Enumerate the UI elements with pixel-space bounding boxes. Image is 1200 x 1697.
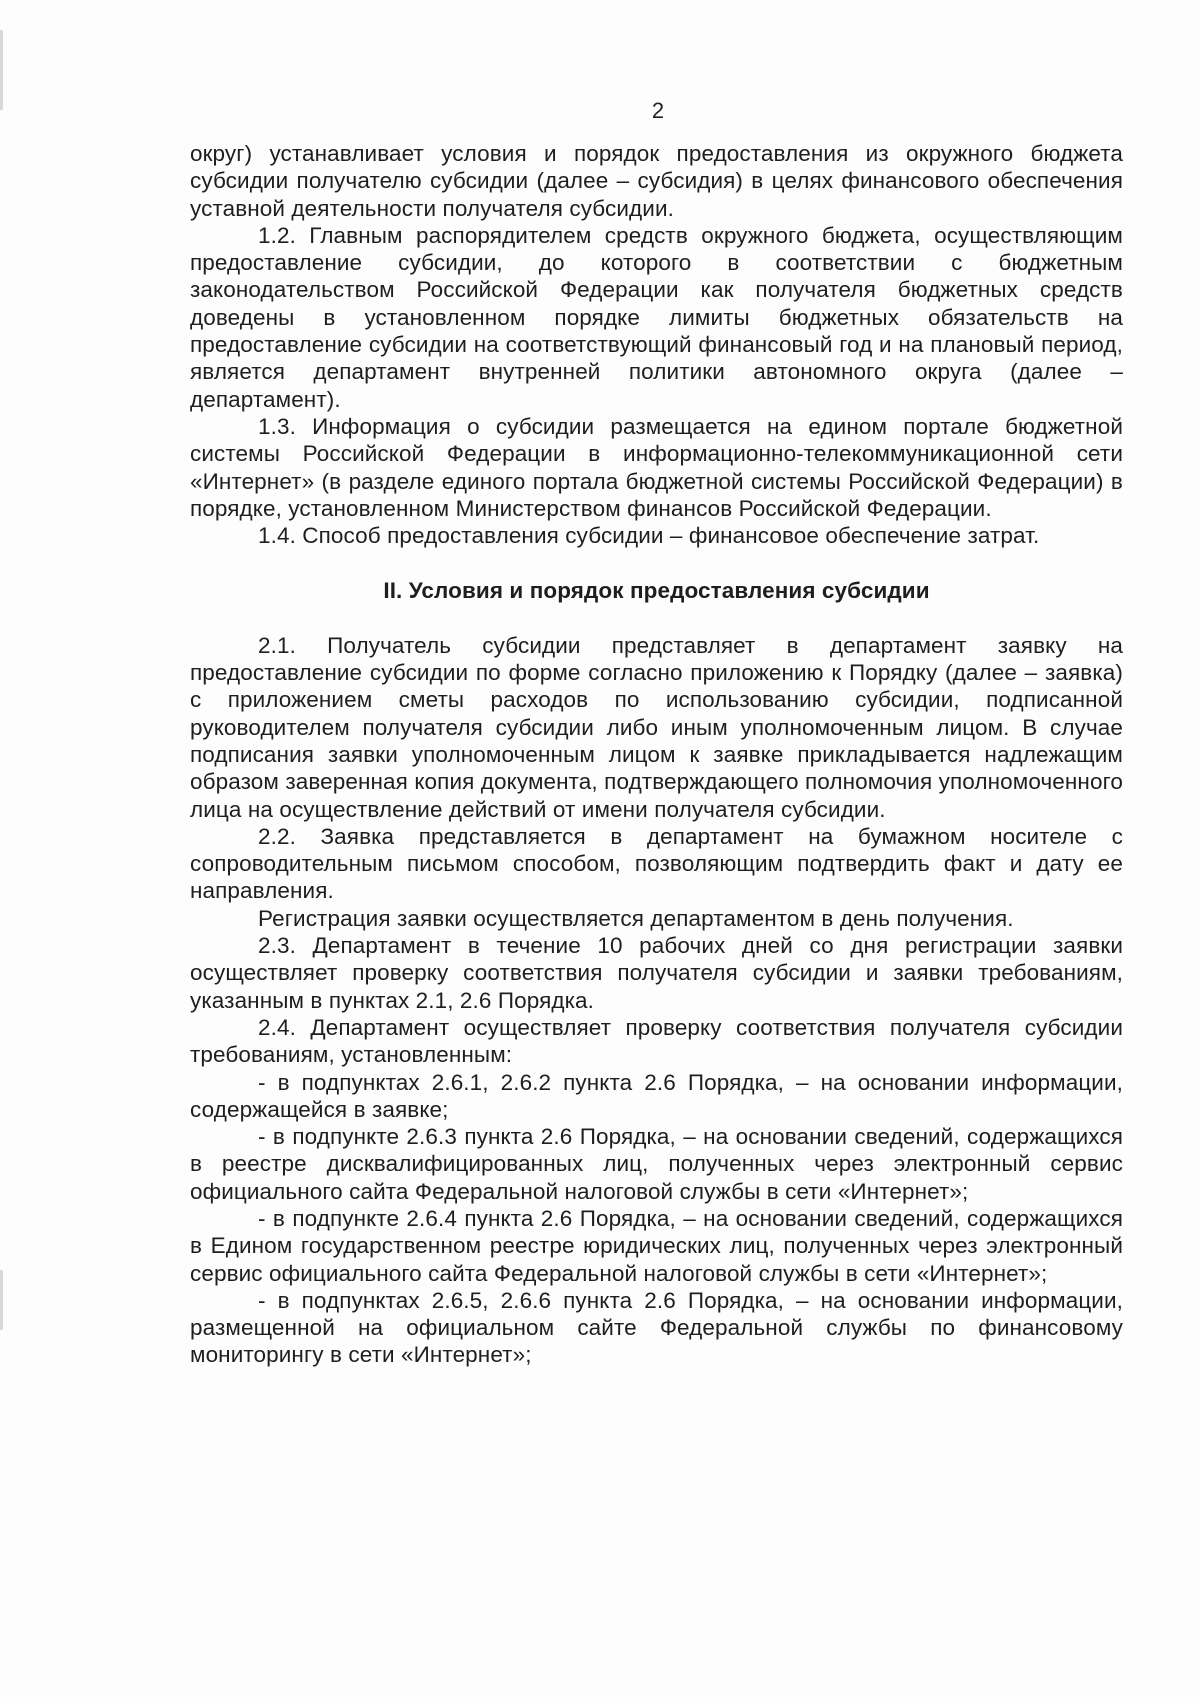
paragraph: Регистрация заявки осуществляется департаментом в день получения. xyxy=(258,905,1014,931)
paragraph: - в подпункте 2.6.4 пункта 2.6 Порядка, – на основании сведений, содержащихся в Едином государственном реестре юридических лиц, полученных через электронный сервис официального сайта Федеральной налоговой службы в сети «Интернет»; xyxy=(190,1205,1123,1286)
section-heading: II. Условия и порядок предоставления субсидии xyxy=(383,578,930,604)
page-number: 2 xyxy=(651,98,665,123)
section-conditions xyxy=(190,632,1123,1369)
paragraph: 1.4. Способ предоставления субсидии – финансовое обеспечение затрат. xyxy=(258,523,1040,549)
paragraph: 2.4. Департамент осуществляет проверку соответствия получателя субсидии требованиям, установленным: xyxy=(190,1014,1123,1068)
intro-section xyxy=(190,140,1123,549)
scan-edge-mark xyxy=(0,1270,3,1330)
paragraph: - в подпунктах 2.6.1, 2.6.2 пункта 2.6 Порядка, – на основании информации, содержащейся в заявке; xyxy=(190,1069,1123,1122)
paragraph: округ) устанавливает условия и порядок предоставления из окружного бюджета субсидии получателю субсидии (далее – субсидия) в целях финансового обеспечения уставной деятельности получателя субсидии. xyxy=(190,141,1123,221)
paragraph: 2.1. Получатель субсидии представляет в департамент заявку на предоставление субсидии по форме согласно приложению к Порядку (далее – заявка) с приложением сметы расходов по использованию субсидии, подписанной руководителем получателя субсидии либо иным уполномоченным лицом. В случае подписания заявки уполномоченным лицом к заявке прикладывается надлежащим образом заверенная копия документа, подтверждающего полномочия уполномоченного лица на осуществление действий от имени получателя субсидии. xyxy=(190,632,1123,822)
document-body xyxy=(190,140,1123,1369)
paragraph: - в подпункте 2.6.3 пункта 2.6 Порядка, – на основании сведений, содержащихся в реестре дисквалифицированных лиц, полученных через электронный сервис официального сайта Федеральной налоговой службы в сети «Интернет»; xyxy=(190,1124,1123,1204)
paragraph: 1.2. Главным распорядителем средств окружного бюджета, осуществляющим предоставление субсидии, до которого в соответствии с бюджетным законодательством Российской Федерации как получателя бюджетных средств доведены в установленном порядке лимиты бюджетных обязательств на предоставление субсидии на соответствующий финансовый год и на плановый период, является департамент внутренней политики автономного округа (далее – департамент). xyxy=(190,222,1123,412)
paragraph: 2.3. Департамент в течение 10 рабочих дней со дня регистрации заявки осуществляет проверку соответствия получателя субсидии и заявки требованиям, указанным в пунктах 2.1, 2.6 Порядка. xyxy=(190,933,1123,1013)
paragraph: 1.3. Информация о субсидии размещается на едином портале бюджетной системы Российской Федерации в информационно-телекоммуникационной сети «Интернет» (в разделе единого портала бюджетной системы Российской Федерации) в порядке, установленном Министерством финансов Российской Федерации. xyxy=(190,413,1123,521)
paragraph: - в подпунктах 2.6.5, 2.6.6 пункта 2.6 Порядка, – на основании информации, размещенной на официальном сайте Федеральной службы по финансовому мониторингу в сети «Интернет»; xyxy=(190,1287,1123,1368)
paragraph: 2.2. Заявка представляется в департамент на бумажном носителе с сопроводительным письмом способом, позволяющим подтвердить факт и дату ее направления. xyxy=(190,823,1123,904)
